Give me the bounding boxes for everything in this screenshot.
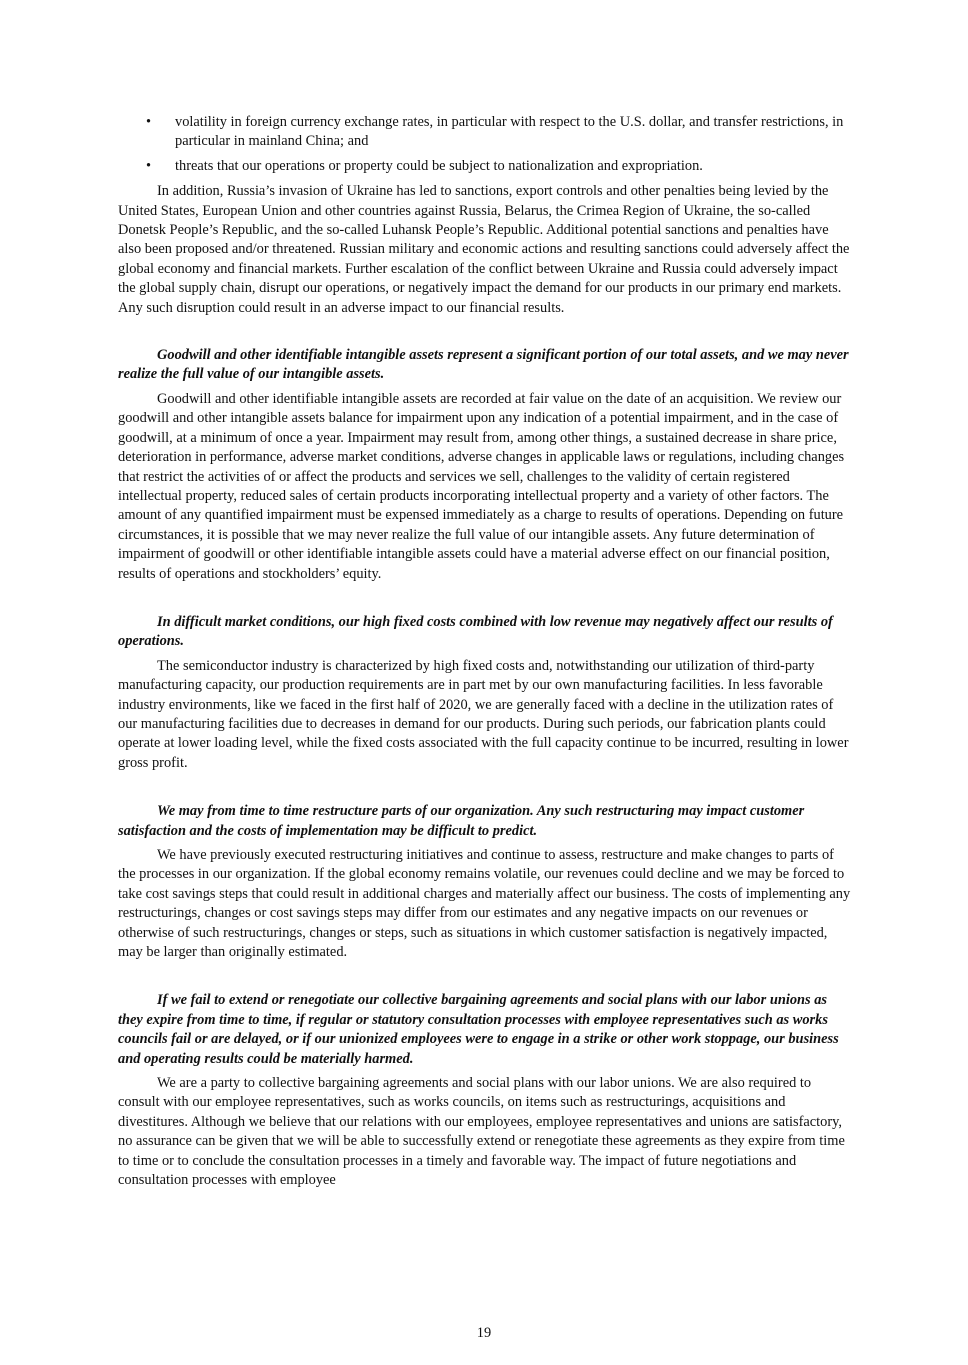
paragraph-russia: In addition, Russia’s invasion of Ukraine has led to sanctions, export controls and other penalties being levied by the United States, European Union and other countries against Russia, Belarus, the Crimea Region of Ukraine, the so-called Donetsk People’s Republic, and the so-called Luhansk People’s Republic. Additional potential sanctions and penalties have also been proposed and/or threatened. Russian military and economic actions and resulting sanctions could adversely affect the global economy and financial markets. Further escalation of the conflict between Ukraine and Russia could adversely impact the global supply chain, disrupt our operations, or negatively impact the demand for our products in our primary end markets. Any such disruption could result in an adverse impact to our financial results. <box>118 183 850 316</box>
bullet-item <box>118 157 854 176</box>
section-heading-fixed-costs: In difficult market conditions, our high fixed costs combined with low revenue may negatively affect our results of operations. <box>118 613 833 650</box>
document-page <box>118 113 854 1191</box>
section-body-labor-unions: We are a party to collective bargaining agreements and social plans with our labor unions. We are also required to consult with our employee representatives, such as works councils, on items such as restructurings, acquisitions and divestitures. Although we believe that our relations with our employees, employee representatives and unions are satisfactory, no assurance can be given that we will be able to successfully extend or renegotiate these agreements as they expire from time to time or to conclude the consultation processes in a timely and favorable way. The impact of future negotiations and consultation processes with employee <box>118 1075 845 1189</box>
section-heading-goodwill: Goodwill and other identifiable intangible assets represent a significant portion of our total assets, and we may never realize the full value of our intangible assets. <box>118 347 849 383</box>
section-body-goodwill: Goodwill and other identifiable intangible assets are recorded at fair value on the date of an acquisition. We review our goodwill and other intangible assets balance for impairment upon any indication of a potential impairment, and in the case of goodwill, at a minimum of once a year. Impairment may result from, among other things, a sustained decrease in share price, deterioration in performance, adverse market conditions, adverse changes in applicable laws or regulations, including changes that restrict the activities of or affect the products and services we sell, challenges to the validity of certain registered intellectual property, reduced sales of certain products incorporating intellectual property and a variety of other factors. The amount of any quantified impairment must be expensed immediately as a charge to results of operations. Depending on future circumstances, it is possible that we may never realize the full value of our intangible assets. Any future determination of impairment of goodwill or other identifiable intangible assets could have a material adverse effect on our financial position, results of operations and stockholders’ equity. <box>118 390 845 582</box>
section-body-fixed-costs: The semiconductor industry is characterized by high fixed costs and, notwithstanding our utilization of third-party manufacturing capacity, our production requirements are in part met by our own manufacturing facilities. In less favorable industry environments, like we faced in the first half of 2020, we are generally faced with a decline in the utilization rates of our manufacturing facilities due to decreases in demand for our products. During such periods, our fabrication plants could operate at lower loading level, while the fixed costs associated with the full capacity continue to be incurred, resulting in lower gross profit. <box>118 657 849 771</box>
risk-bullet-list <box>118 113 854 176</box>
page-number: 19 <box>476 1325 492 1341</box>
section-heading-labor-unions: If we fail to extend or renegotiate our collective bargaining agreements and social plans with our labor unions as they expire from time to time, if regular or statutory consultation processes with employee representatives such as works councils fail or are delayed, or if our unionized employees were to engage in a strike or other work stoppage, our business and operating results could be materially harmed. <box>118 992 839 1067</box>
bullet-text: volatility in foreign currency exchange rates, in particular with respect to the U.S. dollar, and transfer restrictions, in particular in mainland China; and <box>175 114 844 150</box>
section-heading-restructure: We may from time to time restructure parts of our organization. Any such restructuring may impact customer satisfaction and the costs of implementation may be difficult to predict. <box>118 803 805 839</box>
bullet-text: threats that our operations or property could be subject to nationalization and expropriation. <box>175 157 703 174</box>
bullet-item <box>118 113 854 152</box>
bullet-icon: • <box>146 114 152 130</box>
section-body-restructure: We have previously executed restructuring initiatives and continue to assess, restructure and make changes to parts of the processes in our organization. If the global economy remains volatile, our revenues could decline and we may be forced to take cost savings steps that could result in additional charges and materially affect our business. The costs of implementing any restructurings, changes or cost savings steps may differ from our estimates and any negative impacts on our revenues or otherwise of such restructurings, changes or steps, such as situations in which customer satisfaction is negatively impacted, may be larger than originally estimated. <box>118 847 851 961</box>
bullet-icon: • <box>146 157 152 174</box>
